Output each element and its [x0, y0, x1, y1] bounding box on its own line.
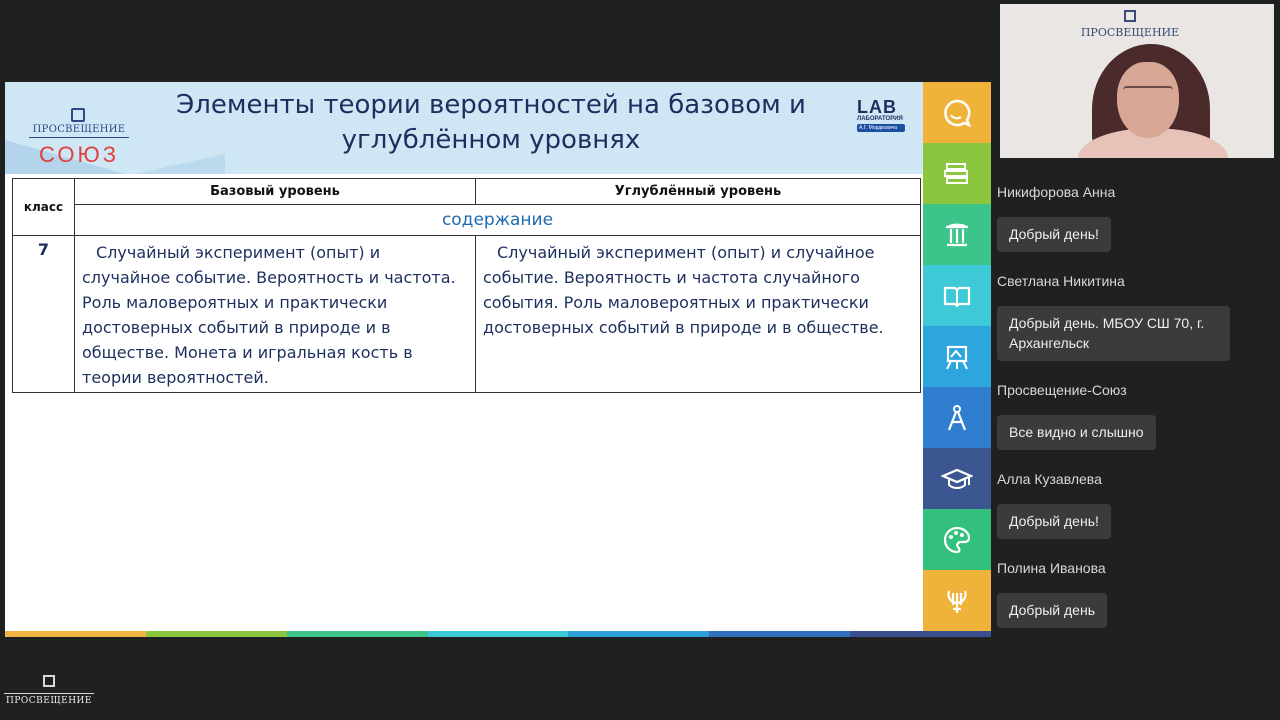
chat-author: Светлана Никитина — [997, 273, 1125, 289]
chat-bubble: Добрый день — [997, 593, 1107, 628]
column-header-basic: Базовый уровень — [75, 179, 476, 205]
easel-icon — [923, 326, 991, 387]
content-table — [12, 178, 921, 393]
slide-title: Элементы теории вероятностей на базовом и углублённом уровнях — [176, 90, 806, 155]
lab-logo: LAB ЛАБОРАТОРИЯ А.Г. Мордковича — [857, 98, 905, 138]
color-strip-segment — [709, 631, 850, 637]
speaker-face — [1117, 62, 1179, 138]
chat-message — [997, 471, 1272, 560]
color-strip-segment — [5, 631, 146, 637]
chat-message — [997, 382, 1272, 471]
color-strip-segment — [428, 631, 569, 637]
compass-icon — [923, 387, 991, 448]
emblem-icon — [43, 675, 55, 687]
chat-message — [997, 273, 1272, 382]
lyre-icon — [923, 570, 991, 631]
basic-content-cell: Случайный эксперимент (опыт) и случайное событие. Вероятность и частота. Роль маловероятных и практически достоверных событий в природе и в обществе. Монета и игральная кость в теории вероятностей. — [75, 236, 476, 393]
slide-header — [5, 82, 923, 174]
chat-bubble: Добрый день! — [997, 504, 1111, 539]
color-strip-segment — [568, 631, 709, 637]
logo-big-text: СОЮЗ — [38, 142, 120, 167]
color-strip-segment — [287, 631, 428, 637]
color-strip — [5, 631, 991, 637]
emblem-icon — [1124, 10, 1136, 22]
prosveshchenie-watermark-logo: ПРОСВЕЩЕНИЕ — [4, 672, 94, 706]
books-stack-icon — [923, 143, 991, 204]
content-subheader: содержание — [75, 205, 921, 236]
emblem-icon — [71, 108, 85, 122]
speech-bubble-icon — [923, 82, 991, 143]
open-book-icon — [923, 265, 991, 326]
color-strip-segment — [850, 631, 991, 637]
palette-icon — [923, 509, 991, 570]
chat-bubble: Все видно и слышно — [997, 415, 1156, 450]
chat-message — [997, 184, 1272, 273]
prosveshchenie-soyuz-logo — [29, 108, 129, 170]
chat-author: Полина Иванова — [997, 560, 1106, 576]
presentation-slide — [5, 82, 991, 637]
column-pillar-icon — [923, 204, 991, 265]
speaker-video[interactable] — [1000, 4, 1274, 158]
table-row — [13, 236, 921, 393]
color-strip-segment — [146, 631, 287, 637]
column-header-class: класс — [13, 179, 75, 236]
chat-bubble: Добрый день. МБОУ СШ 70, г. Архангельск — [997, 306, 1230, 361]
chat-message — [997, 560, 1272, 649]
advanced-content-cell: Случайный эксперимент (опыт) и случайное событие. Вероятность и частота случайного события. Роль маловероятных и практически достоверных событий в природе и в обществе. — [476, 236, 921, 393]
chat-author: Никифорова Анна — [997, 184, 1116, 200]
slide-icon-column — [923, 82, 991, 631]
chat-panel — [997, 184, 1272, 649]
column-header-advanced: Углублённый уровень — [476, 179, 921, 205]
chat-bubble: Добрый день! — [997, 217, 1111, 252]
grade-cell: 7 — [13, 236, 75, 393]
graduation-cap-icon — [923, 448, 991, 509]
chat-author: Просвещение-Союз — [997, 382, 1127, 398]
chat-author: Алла Кузавлева — [997, 471, 1102, 487]
video-background-logo: ПРОСВЕЩЕНИЕ — [1070, 10, 1190, 39]
logo-top-text: ПРОСВЕЩЕНИЕ — [32, 124, 126, 135]
